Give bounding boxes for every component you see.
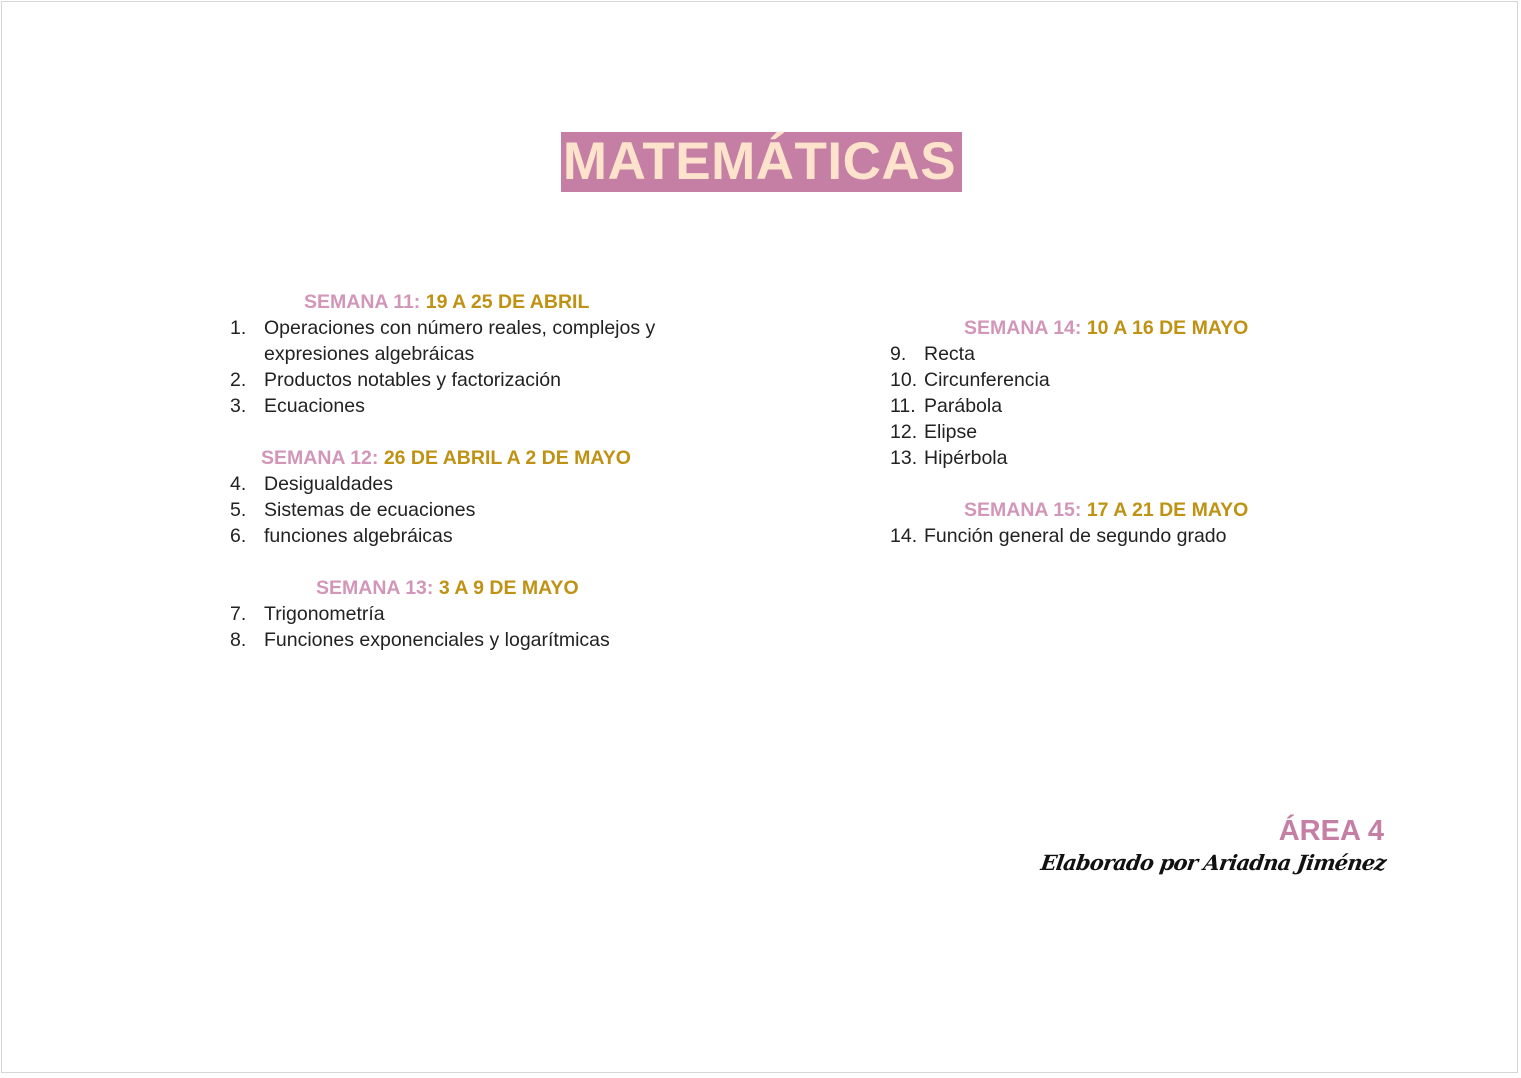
week-dates: 3 A 9 DE MAYO xyxy=(438,577,579,599)
item-text: Circunferencia xyxy=(924,369,1050,391)
list-item xyxy=(230,315,690,367)
item-text: Hipérbola xyxy=(924,447,1008,469)
week-label: SEMANA 11: xyxy=(304,291,421,313)
item-text: Productos notables y factorización xyxy=(264,369,561,391)
list-item xyxy=(230,601,690,627)
item-text: Elipse xyxy=(924,421,978,443)
item-number: 12. xyxy=(890,421,918,443)
list-item xyxy=(230,367,690,393)
list-item xyxy=(890,523,1310,549)
right-column xyxy=(890,315,1310,549)
item-number: 3. xyxy=(230,395,247,417)
week-dates: 10 A 16 DE MAYO xyxy=(1086,317,1249,339)
list-item xyxy=(230,497,690,523)
list-item xyxy=(890,445,1310,471)
list-item xyxy=(890,419,1310,445)
item-number: 6. xyxy=(230,525,247,547)
item-number: 11. xyxy=(890,395,916,417)
item-text: funciones algebráicas xyxy=(264,525,453,547)
item-number: 1. xyxy=(230,317,247,339)
list-item xyxy=(230,627,690,653)
item-text: Parábola xyxy=(924,395,1003,417)
page-title: MATEMÁTICAS xyxy=(561,132,962,192)
item-number: 4. xyxy=(230,473,247,495)
item-number: 8. xyxy=(230,629,247,651)
item-number: 5. xyxy=(230,499,247,521)
item-text: Función general de segundo grado xyxy=(924,525,1227,547)
title-wrap xyxy=(2,132,1521,192)
area-label: ÁREA 4 xyxy=(1278,815,1384,847)
week-heading xyxy=(230,445,690,471)
item-number: 13. xyxy=(890,447,918,469)
week-heading xyxy=(890,497,1310,523)
week-heading xyxy=(230,289,690,315)
week-dates: 17 A 21 DE MAYO xyxy=(1086,499,1249,521)
week-label: SEMANA 14: xyxy=(964,317,1082,339)
week-dates: 26 DE ABRIL A 2 DE MAYO xyxy=(383,447,631,469)
week-label: SEMANA 15: xyxy=(964,499,1082,521)
item-text: Desigualdades xyxy=(264,473,394,495)
list-item xyxy=(890,393,1310,419)
list-item xyxy=(230,471,690,497)
item-text: Funciones exponenciales y logarítmicas xyxy=(264,629,610,651)
list-item xyxy=(230,523,690,549)
item-text: Ecuaciones xyxy=(264,395,365,417)
left-column xyxy=(230,289,690,653)
week-label: SEMANA 13: xyxy=(316,577,434,599)
item-number: 7. xyxy=(230,603,247,625)
item-text: Trigonometría xyxy=(264,603,385,625)
item-number: 14. xyxy=(890,525,918,547)
week-heading xyxy=(890,315,1310,341)
list-item xyxy=(890,367,1310,393)
item-text: Sistemas de ecuaciones xyxy=(264,499,476,521)
document-page xyxy=(1,1,1518,1073)
list-item xyxy=(890,341,1310,367)
item-number: 2. xyxy=(230,369,247,391)
item-number: 10. xyxy=(890,369,918,391)
week-label: SEMANA 12: xyxy=(261,447,379,469)
item-number: 9. xyxy=(890,343,907,365)
list-item xyxy=(230,393,690,419)
item-text: Operaciones con número reales, complejos y expresiones algebráicas xyxy=(264,317,656,365)
week-heading xyxy=(230,575,690,601)
author-signature: Elaborado por Ariadna Jiménez xyxy=(1039,850,1388,875)
item-text: Recta xyxy=(924,343,975,365)
week-dates: 19 A 25 DE ABRIL xyxy=(425,291,590,313)
